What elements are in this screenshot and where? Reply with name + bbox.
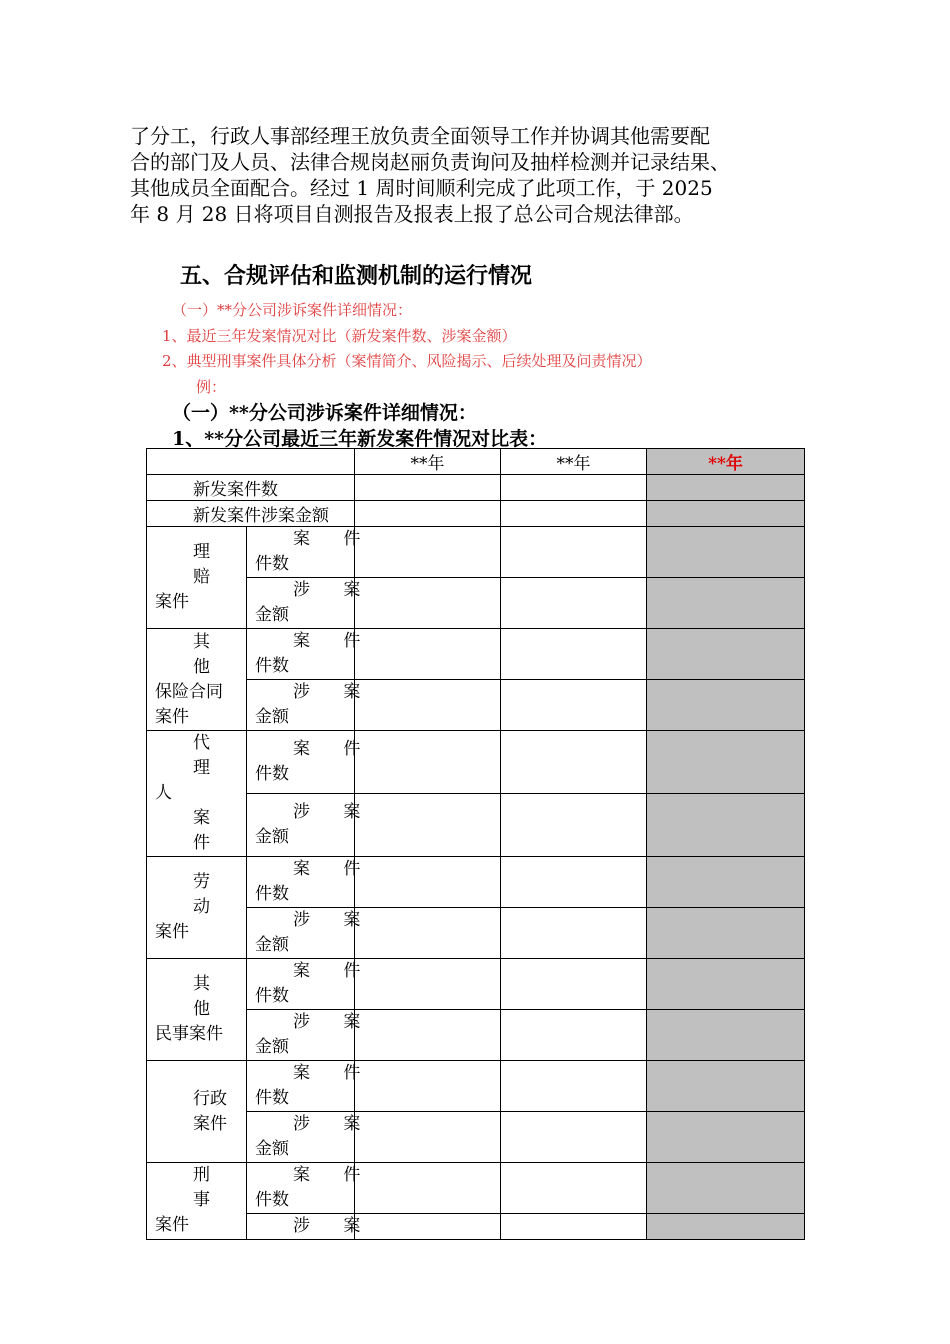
- row-label-new-count: 新发案件数: [147, 475, 355, 501]
- table-row: [147, 475, 805, 501]
- sub-label-amount: 涉 案 金额: [247, 578, 355, 629]
- table-row: [147, 731, 805, 794]
- table-header-row: [147, 449, 805, 475]
- sub-label-count: 案 件 件数: [247, 959, 355, 1010]
- year-header: **年: [355, 449, 501, 475]
- table-cell: [647, 475, 805, 501]
- category-administrative: 行政 案件: [147, 1061, 247, 1163]
- table-row: [147, 857, 805, 908]
- category-agent: 代理 人 案件: [147, 731, 247, 857]
- intro-line: 其他成员全面配合。经过 1 周时间顺利完成了此项工作，于 2025: [130, 176, 713, 200]
- row-label-new-amount: 新发案件涉案金额: [147, 501, 355, 527]
- table-row: [147, 629, 805, 680]
- red-note-item1: （一）**分公司涉诉案件详细情况：: [172, 301, 413, 319]
- table-cell: [647, 501, 805, 527]
- red-note-example: 例：: [196, 378, 227, 396]
- table-cell: [501, 501, 647, 527]
- table-row: [147, 527, 805, 578]
- table-row: [147, 501, 805, 527]
- case-comparison-table: [146, 448, 805, 1240]
- sub-label-count: 案 件 件数: [247, 857, 355, 908]
- table-cell: [355, 501, 501, 527]
- category-criminal: 刑事 案件: [147, 1163, 247, 1240]
- category-insurance-contract: 其他 保险合同案件: [147, 629, 247, 731]
- table-row: [147, 1163, 805, 1214]
- sub-label-count: 案 件 件数: [247, 629, 355, 680]
- intro-line: 了分工，行政人事部经理王放负责全面领导工作并协调其他需要配: [130, 124, 710, 148]
- red-note-item3: 2、典型刑事案件具体分析（案情简介、风险揭示、后续处理及问责情况）: [162, 352, 652, 370]
- table-cell: [355, 475, 501, 501]
- sub-label-count: 案 件 件数: [247, 1163, 355, 1214]
- table-row: [147, 959, 805, 1010]
- category-labor: 劳动 案件: [147, 857, 247, 959]
- header-empty-cell: [147, 449, 355, 475]
- year-header-highlight: **年: [647, 449, 805, 475]
- sub-label-count: 案 件 件数: [247, 731, 355, 794]
- sub-label-amount: 涉 案 金额: [247, 1112, 355, 1163]
- year-header: **年: [501, 449, 647, 475]
- intro-line: 年 8 月 28 日将项目自测报告及报表上报了总公司合规法律部。: [130, 202, 694, 226]
- red-note-item2: 1、最近三年发案情况对比（新发案件数、涉案金额）: [162, 327, 517, 345]
- sub-label-amount: 涉 案 金额: [247, 1010, 355, 1061]
- example-heading: （一）**分公司涉诉案件详细情况：: [172, 402, 477, 424]
- table-row: [147, 1061, 805, 1112]
- sub-label-count: 案 件 件数: [247, 1061, 355, 1112]
- sub-label-amount: 涉 案: [247, 1214, 355, 1240]
- sub-label-amount: 涉 案 金额: [247, 908, 355, 959]
- intro-paragraph: [130, 123, 830, 227]
- table-title: 1、**分公司最近三年新发案件情况对比表：: [172, 428, 548, 450]
- table-cell: [501, 475, 647, 501]
- intro-line: 合的部门及人员、法律合规岗赵丽负责询问及抽样检测并记录结果、: [130, 150, 730, 174]
- section-heading: 五、合规评估和监测机制的运行情况: [180, 263, 533, 289]
- category-claims: 理赔 案件: [147, 527, 247, 629]
- sub-label-amount: 涉 案 金额: [247, 680, 355, 731]
- sub-label-amount: 涉 案 金额: [247, 794, 355, 857]
- sub-label-count: 案 件 件数: [247, 527, 355, 578]
- category-civil: 其他 民事案件: [147, 959, 247, 1061]
